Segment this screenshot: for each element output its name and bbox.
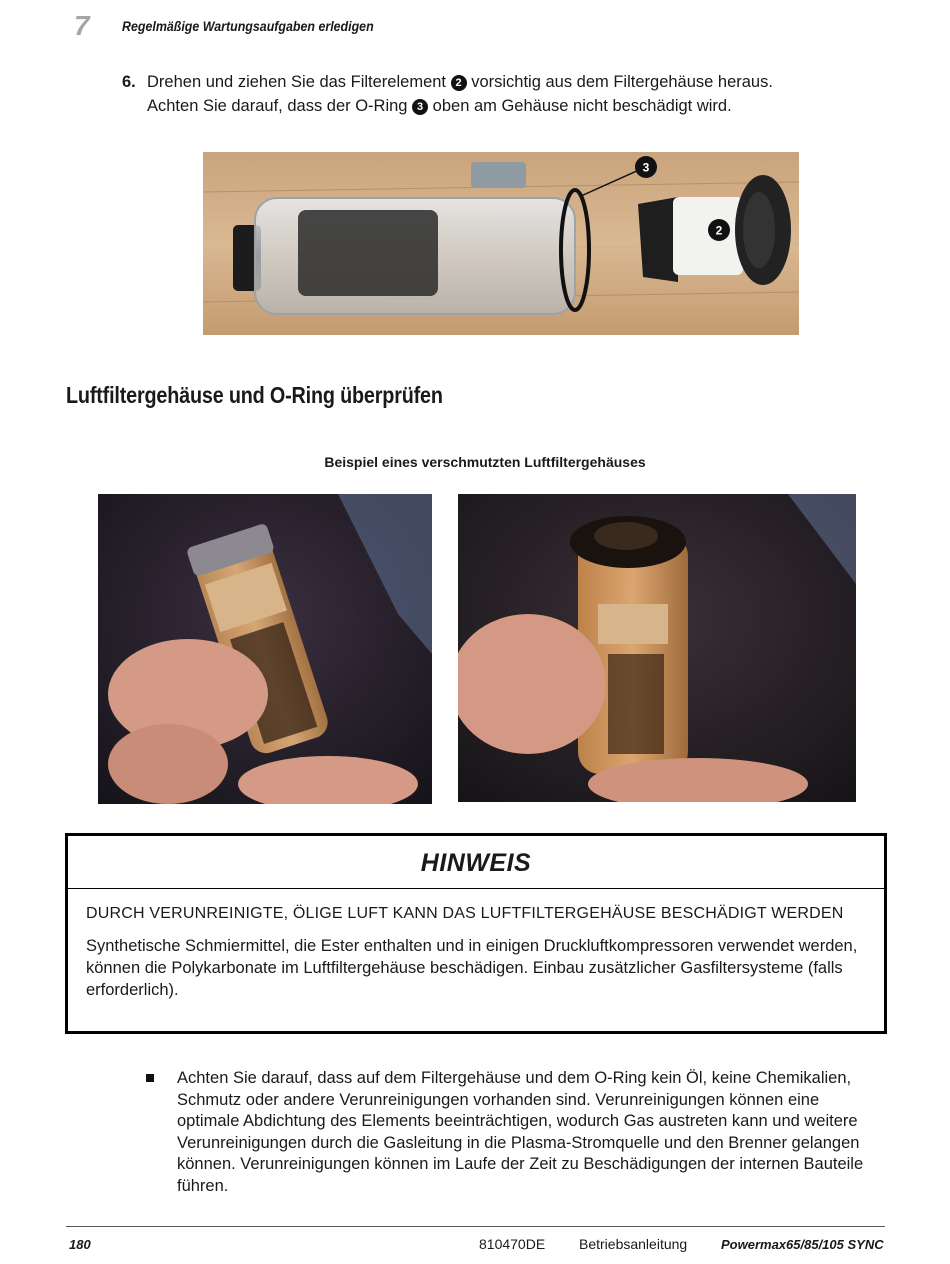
step-line1-before: Drehen und ziehen Sie das Filterelement	[147, 73, 447, 91]
notice-title: HINWEIS	[68, 836, 884, 889]
chapter-title: Regelmäßige Wartungsaufgaben erledigen	[122, 19, 374, 34]
bullet-list	[146, 1068, 886, 1197]
filter-element-photo	[203, 152, 799, 335]
notice-box	[65, 833, 887, 1034]
step-line1-after: vorsichtig aus dem Filtergehäuse heraus.	[471, 73, 773, 91]
callout-badge-2: 2	[451, 75, 467, 91]
step-number: 6.	[122, 73, 136, 91]
dirty-housing-photo-left	[98, 494, 432, 804]
dirty-housing-photo-right	[458, 494, 856, 802]
footer-product-name: Powermax65/85/105 SYNC	[721, 1237, 884, 1252]
step-line2-after: oben am Gehäuse nicht beschädigt wird.	[432, 97, 732, 115]
notice-subtitle: DURCH VERUNREINIGTE, ÖLIGE LUFT KANN DAS LUFTFILTERGEHÄUSE BESCHÄDIGT WERDEN	[86, 905, 844, 922]
notice-body: Synthetische Schmiermittel, die Ester enthalten und in einigen Druckluftkompressoren verwendet werden, können die Polykarbonate im Luftfiltergehäuse beschädigen. Einbau zusätzlicher Gasfiltersysteme (falls erforderlich).	[86, 937, 858, 999]
step-line2-before: Achten Sie darauf, dass der O-Ring	[147, 97, 408, 115]
footer-manual-type: Betriebsanleitung	[579, 1236, 688, 1252]
figure-caption: Beispiel eines verschmutzten Luftfiltergehäuses	[324, 454, 646, 470]
footer-page-number: 180	[69, 1237, 91, 1252]
bullet-square-icon	[146, 1074, 154, 1082]
callout-3-label: 3	[642, 160, 650, 175]
footer-divider	[66, 1226, 885, 1227]
footer-doc-number: 810470DE	[479, 1236, 546, 1252]
step-text	[147, 70, 842, 118]
section-heading: Luftfiltergehäuse und O-Ring überprüfen	[66, 382, 443, 408]
callout-2-label: 2	[715, 223, 723, 238]
step-6	[122, 70, 842, 118]
chapter-number: 7	[74, 10, 90, 41]
list-item: Achten Sie darauf, dass auf dem Filtergehäuse und dem O-Ring kein Öl, keine Chemikalien, Schmutz oder andere Verunreinigungen vorhanden sind. Verunreinigungen können eine optimale Abdichtung des Elements beeinträchtigen, wodurch Gas austreten kann und weitere Verunreinigungen durch die Gasleitung in die Plasma-Stromquelle und den Brenner gelangen können. Verunreinigungen können im Laufe der Zeit zu Beschädigungen der internen Bauteile führen.	[177, 1069, 864, 1195]
callout-badge-3: 3	[412, 99, 428, 115]
